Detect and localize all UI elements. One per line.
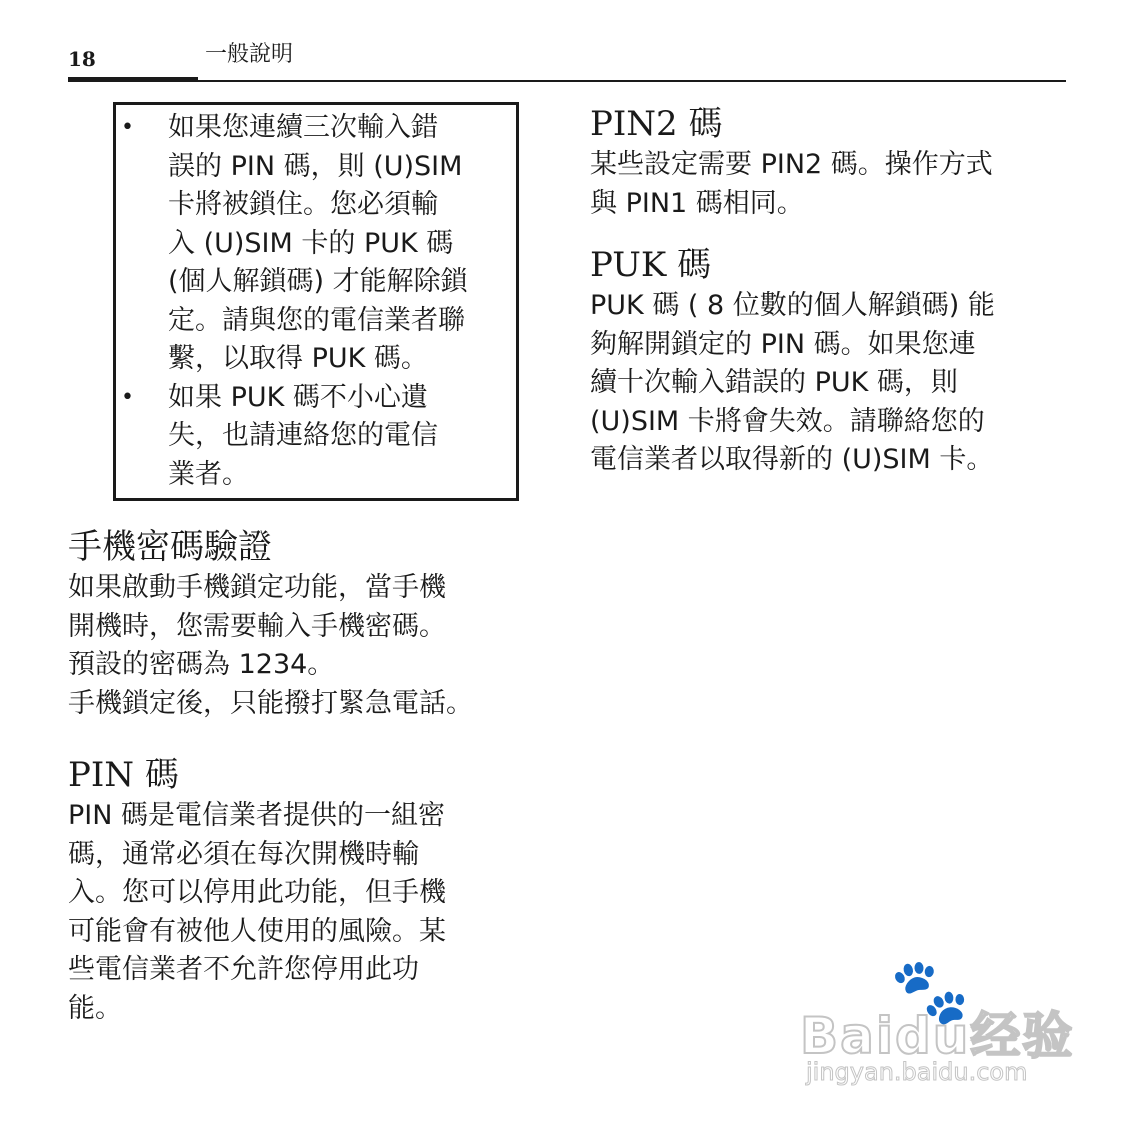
body-line: 入。您可以停用此功能，但手機 — [68, 877, 446, 908]
section-phone-password — [68, 525, 548, 723]
paw-icon: 🐾 — [890, 955, 970, 1029]
section-body — [590, 146, 1070, 223]
body-line: 可能會有被他人使用的風險。某 — [68, 915, 446, 947]
note-line: 入 (U)SIM 卡的 PUK 碼 — [168, 227, 454, 259]
bullet: • — [121, 384, 134, 410]
left-column — [68, 102, 548, 1028]
body-line: 與 PIN1 碼相同。 — [590, 187, 804, 219]
note-line: 如果您連續三次輸入錯 — [168, 112, 438, 143]
section-body — [68, 569, 548, 723]
body-line: PIN 碼是電信業者提供的一組密 — [68, 800, 446, 831]
watermark-url: jingyan.baidu.com — [806, 1058, 1028, 1086]
note-item — [116, 379, 512, 495]
page-number: 18 — [68, 47, 96, 71]
note-line: 如果 PUK 碼不小心遺 — [168, 381, 428, 413]
header-title: 一般說明 — [205, 42, 294, 67]
section-title: 手機密碼驗證 — [68, 527, 272, 567]
right-column — [590, 102, 1070, 480]
note-line: (個人解鎖碼) 才能解除鎖 — [168, 266, 468, 297]
note-line: 業者。 — [168, 458, 249, 490]
section-title: PIN2 碼 — [590, 104, 723, 144]
body-line: PUK 碼 ( 8 位數的個人解鎖碼) 能 — [590, 290, 995, 321]
note-box — [113, 102, 519, 501]
body-line: 碼，通常必須在每次開機時輸 — [68, 838, 419, 870]
body-line: 能。 — [68, 992, 122, 1024]
section-puk — [590, 243, 1070, 480]
header-rule — [68, 80, 1066, 82]
body-line: 些電信業者不允許您停用此功 — [68, 954, 419, 985]
note-line: 繫，以取得 PUK 碼。 — [168, 343, 428, 374]
section-title: PUK 碼 — [590, 245, 712, 285]
note-line: 卡將被鎖住。您必須輸 — [168, 189, 438, 220]
body-line: 預設的密碼為 1234。 — [68, 649, 335, 680]
body-line: 開機時，您需要輸入手機密碼。 — [68, 610, 446, 642]
watermark-logo: Baidu经验 — [800, 1007, 1075, 1065]
section-pin — [68, 753, 548, 1028]
body-line: (U)SIM 卡將會失效。請聯絡您的 — [590, 405, 985, 437]
note-line: 失，也請連絡您的電信 — [168, 420, 438, 451]
section-body — [590, 287, 1070, 480]
note-line: 誤的 PIN 碼，則 (U)SIM — [168, 150, 463, 182]
body-line: 夠解開鎖定的 PIN 碼。如果您連 — [590, 328, 976, 360]
body-line: 手機鎖定後，只能撥打緊急電話。 — [68, 687, 473, 719]
body-line: 某些設定需要 PIN2 碼。操作方式 — [590, 149, 993, 180]
body-line: 電信業者以取得新的 (U)SIM 卡。 — [590, 444, 994, 475]
note-item — [116, 109, 512, 379]
baidu-watermark — [800, 955, 1075, 1090]
section-pin2 — [590, 102, 1070, 223]
section-body — [68, 797, 548, 1028]
body-line: 續十次輸入錯誤的 PUK 碼，則 — [590, 367, 958, 398]
body-line: 如果啟動手機鎖定功能，當手機 — [68, 572, 446, 603]
section-title: PIN 碼 — [68, 755, 179, 795]
bullet: • — [121, 115, 134, 140]
note-line: 定。請與您的電信業者聯 — [168, 304, 465, 336]
